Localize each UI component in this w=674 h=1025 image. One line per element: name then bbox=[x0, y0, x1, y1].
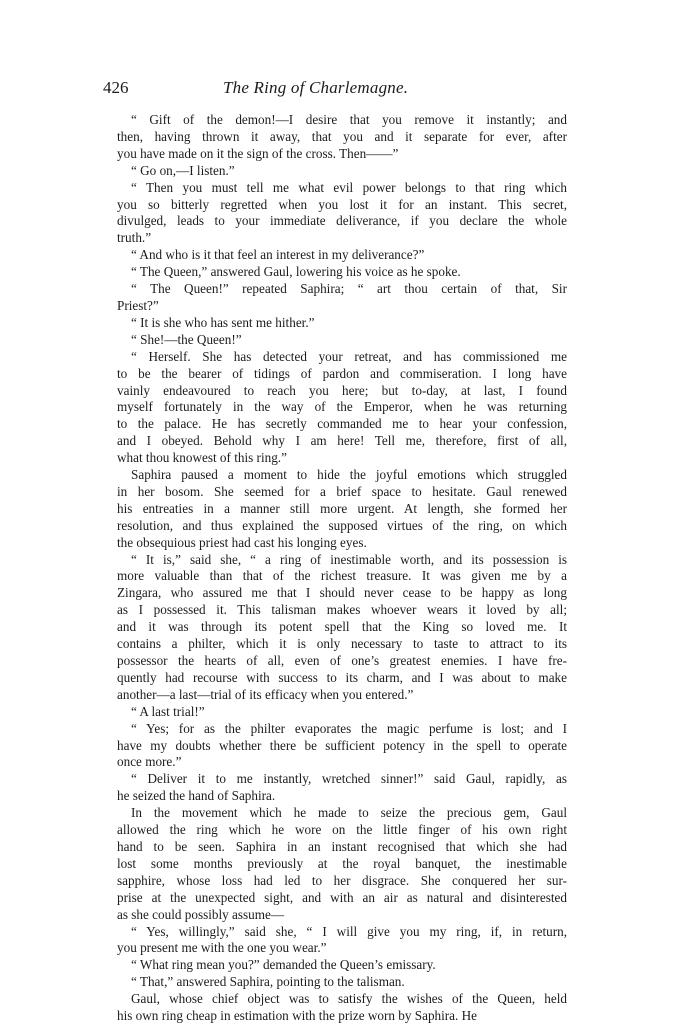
text-line: what thou knowest of this ring.” bbox=[117, 450, 287, 466]
paragraph bbox=[103, 991, 567, 1025]
text-line: Saphira paused a moment to hide the joyful emotions which struggled bbox=[131, 467, 567, 483]
text-line: you so bitterly regretted when you lost it for an instant. This secret, bbox=[117, 196, 567, 212]
text-line: his own ring cheap in estimation with the prize worn by Saphira. He bbox=[117, 1008, 478, 1024]
page-number: 426 bbox=[103, 78, 129, 97]
text-line: Zingara, who assured me that I should never cease to be happy as long bbox=[117, 585, 567, 601]
text-line: “ What ring mean you?” demanded the Queen’s emissary. bbox=[131, 957, 436, 973]
text-line: his entreaties in a manner still more urgent. At length, she formed her bbox=[117, 500, 567, 516]
paragraph bbox=[103, 281, 567, 315]
text-line: divulged, leads to your immediate deliverance, if you declare the whole bbox=[117, 213, 567, 229]
text-line: “ Yes; for as the philter evaporates the magic perfume is lost; and I bbox=[131, 720, 567, 736]
paragraph bbox=[103, 721, 567, 772]
paragraph bbox=[103, 247, 567, 264]
text-line: you present me with the one you wear.” bbox=[117, 940, 327, 956]
paragraph bbox=[103, 552, 567, 704]
text-line: to be the bearer of tidings of pardon and commiseration. I long have bbox=[117, 365, 567, 381]
paragraph bbox=[103, 467, 567, 552]
text-line: “ The Queen,” answered Gaul, lowering his voice as he spoke. bbox=[131, 264, 461, 280]
text-line: sapphire, whose loss had led to her disgrace. She conquered her sur- bbox=[117, 872, 567, 888]
text-line: “ Go on,—I listen.” bbox=[131, 162, 235, 178]
text-line: then, having thrown it away, that you and it separate for ever, after bbox=[117, 128, 567, 144]
text-line: “ A last trial!” bbox=[131, 703, 205, 719]
text-line: Priest?” bbox=[117, 297, 159, 313]
paragraph bbox=[103, 924, 567, 958]
text-line: hand to be seen. Saphira in an instant recognised that which she had bbox=[117, 838, 567, 854]
paragraph bbox=[103, 112, 567, 163]
text-line: “ It is she who has sent me hither.” bbox=[131, 314, 315, 330]
text-line: “ Gift of the demon!—I desire that you remove it instantly; and bbox=[131, 112, 567, 127]
text-line: “ It is,” said she, “ a ring of inestimable worth, and its possession is bbox=[131, 551, 567, 567]
text-line: “ That,” answered Saphira, pointing to the talisman. bbox=[131, 974, 405, 990]
text-line: the obsequious priest had cast his longing eyes. bbox=[117, 534, 367, 550]
text-line: allowed the ring which he wore on the little finger of his own right bbox=[117, 822, 567, 838]
text-line: “ Yes, willingly,” said she, “ I will give you my ring, if, in return, bbox=[131, 923, 567, 939]
text-line: have my doubts whether there be sufficient potency in the spell to operate bbox=[117, 737, 567, 753]
text-line: and I obeyed. Behold why I am here! Tell me, therefore, first of all, bbox=[117, 433, 567, 449]
text-line: lost some months previously at the royal banquet, the inestimable bbox=[117, 855, 567, 871]
text-line: “ She!—the Queen!” bbox=[131, 331, 242, 347]
text-line: he seized the hand of Saphira. bbox=[117, 788, 276, 804]
text-line: as I possessed it. This talisman makes whoever wears it loved by all; bbox=[117, 602, 567, 618]
text-line: “ And who is it that feel an interest in my deliverance?” bbox=[131, 247, 425, 263]
paragraph bbox=[103, 180, 567, 248]
paragraph bbox=[103, 771, 567, 805]
body-text bbox=[103, 112, 567, 1025]
paragraph bbox=[103, 974, 567, 991]
text-line: “ Then you must tell me what evil power belongs to that ring which bbox=[131, 179, 567, 195]
paragraph bbox=[103, 163, 567, 180]
text-line: “ Deliver it to me instantly, wretched sinner!” said Gaul, rapidly, as bbox=[131, 771, 567, 787]
text-line: myself fortunately in the way of the Emperor, when he was returning bbox=[117, 399, 567, 415]
text-line: prise at the unexpected sight, and with an air as natural and disinterested bbox=[117, 889, 567, 905]
book-page bbox=[103, 78, 567, 1025]
paragraph bbox=[103, 805, 567, 923]
text-line: In the movement which he made to seize the precious gem, Gaul bbox=[131, 805, 567, 821]
text-line: and it was through its potent spell that the King so loved me. It bbox=[117, 619, 567, 635]
paragraph bbox=[103, 264, 567, 281]
text-line: quently had recourse with success to its charm, and I was about to make bbox=[117, 669, 567, 685]
paragraph bbox=[103, 315, 567, 332]
text-line: resolution, and thus explained the supposed virtues of the ring, on which bbox=[117, 517, 567, 533]
text-line: “ Herself. She has detected your retreat, and has commissioned me bbox=[131, 348, 567, 364]
running-title: The Ring of Charlemagne. bbox=[223, 78, 409, 97]
text-line: possessor the hearts of all, even of one’s greatest enemies. I have fre- bbox=[117, 653, 567, 668]
page-header bbox=[103, 78, 567, 104]
text-line: Gaul, whose chief object was to satisfy the wishes of the Queen, held bbox=[131, 991, 567, 1007]
text-line: more valuable than that of the richest treasure. It was given me by a bbox=[117, 568, 567, 584]
paragraph bbox=[103, 332, 567, 349]
text-line: once more.” bbox=[117, 754, 182, 770]
text-line: to the palace. He has secretly commanded me to hear your confession, bbox=[117, 416, 567, 432]
text-line: as she could possibly assume— bbox=[117, 906, 285, 922]
text-line: you have made on it the sign of the cross. Then——” bbox=[117, 145, 399, 161]
text-line: “ The Queen!” repeated Saphira; “ art thou certain of that, Sir bbox=[131, 281, 567, 297]
text-line: vainly endeavoured to reach you here; but to-day, at last, I found bbox=[117, 382, 567, 398]
text-line: contains a philter, which it is only necessary to taste to attract to its bbox=[117, 636, 567, 652]
paragraph bbox=[103, 957, 567, 974]
text-line: in her bosom. She seemed for a brief space to hesitate. Gaul renewed bbox=[117, 483, 567, 499]
paragraph bbox=[103, 704, 567, 721]
text-line: another—a last—trial of its efficacy when you entered.” bbox=[117, 686, 414, 702]
text-line: truth.” bbox=[117, 230, 152, 246]
paragraph bbox=[103, 349, 567, 467]
